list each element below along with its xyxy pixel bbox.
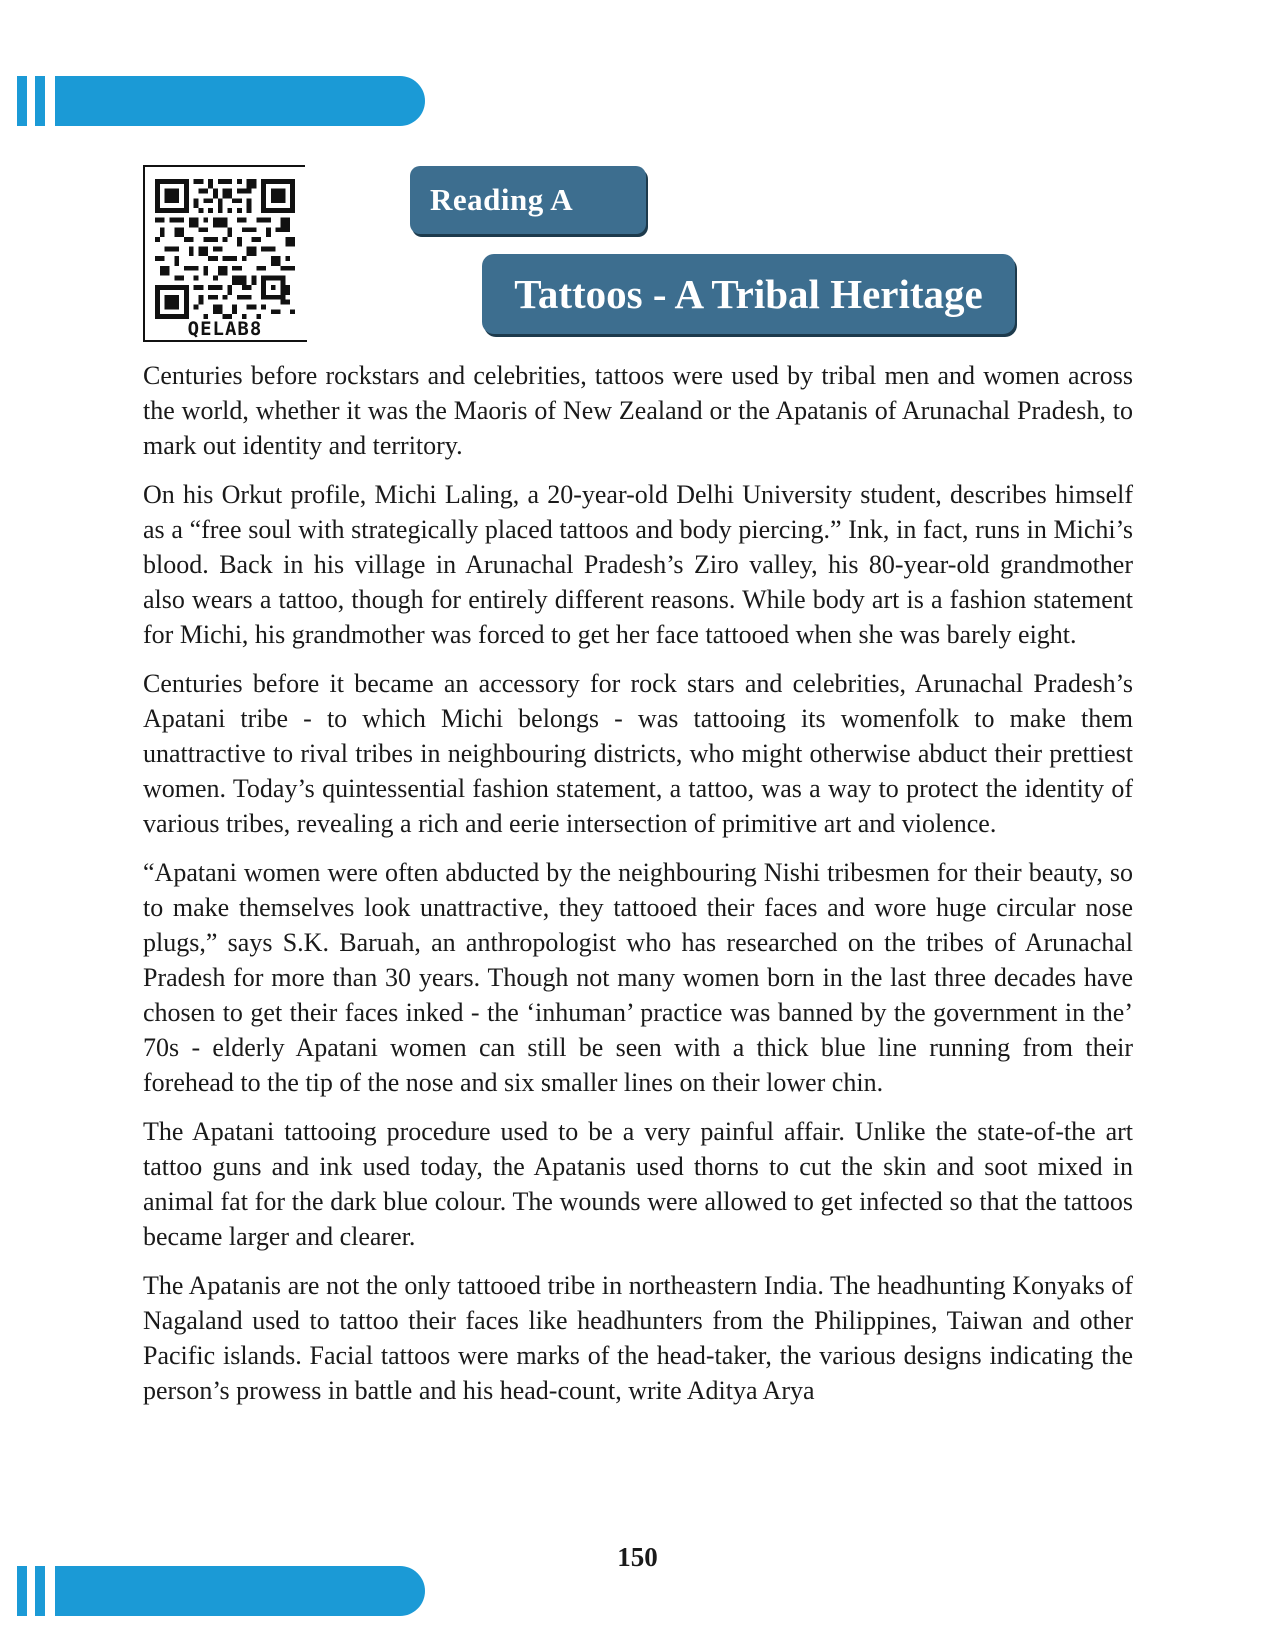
qr-code-image: [155, 179, 295, 319]
bar-pill: [55, 76, 425, 126]
bottom-decorative-bar: [17, 1566, 427, 1616]
page-number: 150: [617, 1542, 658, 1572]
bar-stripe: [17, 76, 27, 126]
article-paragraph: The Apatani tattooing procedure used to be a very painful affair. Unlike the state-of-the art tattoo guns and ink used today, the Apatanis used thorns to cut the skin and soot mixed in animal fat for the dark blue colour. The wounds were allowed to get infected so that the tattoos became larger and clearer.: [143, 1117, 1133, 1251]
article-body: [143, 358, 1133, 1422]
article-paragraph: Centuries before it became an accessory for rock stars and celebrities, Arunachal Pradesh’s Apatani tribe - to which Michi belongs - was tattooing its womenfolk to make them unattractive to rival tribes in neighbouring districts, who might otherwise abduct their prettiest women. Today’s quintessential fashion statement, a tattoo, was a way to protect the identity of various tribes, revealing a rich and eerie intersection of primitive art and violence.: [143, 669, 1133, 838]
top-decorative-bar: [17, 76, 427, 126]
article-paragraph: Centuries before rockstars and celebrities, tattoos were used by tribal men and women across the world, whether it was the Maoris of New Zealand or the Apatanis of Arunachal Pradesh, to mark out identity and territory.: [143, 361, 1133, 460]
article-paragraph: The Apatanis are not the only tattooed tribe in northeastern India. The headhunting Konyaks of Nagaland used to tattoo their faces like headhunters from the Philippines, Taiwan and other Pacific islands. Facial tattoos were marks of the head-taker, the various designs indicating the person’s prowess in battle and his head-count, write Aditya Arya: [143, 1271, 1133, 1405]
bar-pill: [55, 1566, 425, 1616]
qr-code-block: [143, 165, 305, 342]
qr-code-label: QELAB8: [187, 318, 263, 340]
article-paragraph: On his Orkut profile, Michi Laling, a 20-year-old Delhi University student, describes himself as a “free soul with strategically placed tattoos and body piercing.” Ink, in fact, runs in Michi’s blood. Back in his village in Arunachal Pradesh’s Ziro valley, his 80-year-old grandmother also wears a tattoo, though for entirely different reasons. While body art is a fashion statement for Michi, his grandmother was forced to get her face tattooed when she was barely eight.: [143, 480, 1133, 649]
reading-label: Reading A: [410, 166, 646, 234]
bar-stripe: [17, 1566, 27, 1616]
article-paragraph: “Apatani women were often abducted by the neighbouring Nishi tribesmen for their beauty, so to make themselves look unattractive, they tattooed their faces and wore huge circular nose plugs,” says S.K. Baruah, an anthropologist who has researched on the tribes of Arunachal Pradesh for more than 30 years. Though not many women born in the last three decades have chosen to get their faces inked - the ‘inhuman’ practice was banned by the government in the’ 70s - elderly Apatani women can still be seen with a thick blue line running from their forehead to the tip of the nose and six smaller lines on their lower chin.: [143, 858, 1133, 1097]
bar-stripe: [35, 76, 45, 126]
chapter-title: Tattoos - A Tribal Heritage: [482, 254, 1015, 334]
bar-stripe: [35, 1566, 45, 1616]
